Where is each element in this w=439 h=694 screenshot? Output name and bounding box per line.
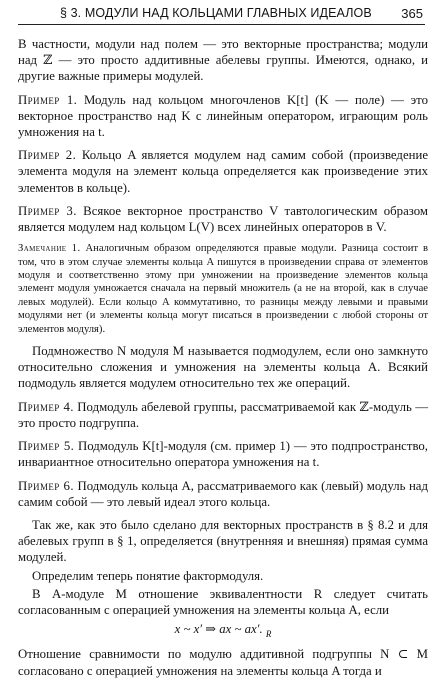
example-text: Подмодуль K[t]-модуля (см. пример 1) — это подпространство, инвариантное относительно оператора умножения на t. [18,439,429,470]
equivalence-formula [18,621,428,638]
example-label: Пример 4. [18,399,74,414]
example-3 [18,203,428,235]
header-title: § 3. МОДУЛИ НАД КОЛЬЦАМИ ГЛАВНЫХ ИДЕАЛОВ [60,6,372,20]
example-4 [18,399,428,431]
example-label: Пример 5. [18,439,75,454]
remark-label: Замечание 1. [18,243,81,255]
example-text: Модуль над кольцом многочленов K[t] (K — поле) — это векторное пространство над K с линейным оператором, играющим роль умножения на t. [18,92,428,140]
formula-subscript: R [265,629,272,640]
paragraph: Подмножество N модуля M называется подмодулем, если оно замкнуто относительно сложения и умножения на элементы кольца A. Всякий подмодуль является модулем относительно тех же операций. [18,344,428,391]
paragraph: В A-модуле M отношение эквивалентности R следует считать согласованным с операцией умножения на элементы кольца A, если [18,586,428,617]
example-5 [18,438,428,470]
paragraph: В частности, модули над полем — это векторные пространства; модули над ℤ — это просто аддитивные абелевы группы. Имеются, однако, и другие важные примеры модулей. [18,37,428,84]
page-body [18,36,428,686]
example-label: Пример 1. [18,92,78,107]
running-header [18,6,425,25]
example-label: Пример 3. [18,203,77,218]
example-6 [18,478,428,510]
example-text: Всякое векторное пространство V тавтологическим образом является модулем над кольцом L(V) всех линейных операторов в V. [18,203,428,235]
example-text: Кольцо A является модулем над самим собой (произведение элемента модуля на элемент кольца определяется как произведение этих элементов в кольце). [18,148,428,195]
example-2 [18,147,428,196]
paragraph: Отношение сравнимости по модулю аддитивной подгруппы N ⊂ M согласовано с операцией умножения на элементы кольца A тогда и [18,647,428,678]
example-label: Пример 2. [18,148,77,163]
example-text: Подмодуль кольца A, рассматриваемого как (левый) модуль над самим собой — это левый идеал этого кольца. [18,478,428,509]
example-text: Подмодуль абелевой группы, рассматриваемой как ℤ-модуль — это просто подгруппа. [18,399,428,430]
page-number: 365 [401,6,423,21]
paragraph: Так же, как это было сделано для векторных пространств в § 8.2 и для абелевых групп в § 1, определяется (внутренняя и внешняя) прямая сумма модулей. [18,517,428,565]
example-label: Пример 6. [18,478,74,493]
remark-1 [18,242,428,336]
example-1 [18,92,428,141]
formula-text: x ~ x′ ⇒ ax ~ ax′. [174,622,263,637]
paragraph: Определим теперь понятие фактормодуля. [32,568,264,583]
remark-text: Аналогичным образом определяются правые модули. Разница состоит в том, что в этом случае элементы кольца A пишутся в произведении справа от элементов модуля и соответственно этому при умножении на произведение элементов кольца элемент модуля умножается сначала на первый множитель (а не на второй, как в случае левых модулей). Если кольцо A коммутативно, то разницы между левыми и правыми модулями нет (и элементы кольца могут писаться в произведении с любой стороны от элементов модуля). [18,243,428,335]
